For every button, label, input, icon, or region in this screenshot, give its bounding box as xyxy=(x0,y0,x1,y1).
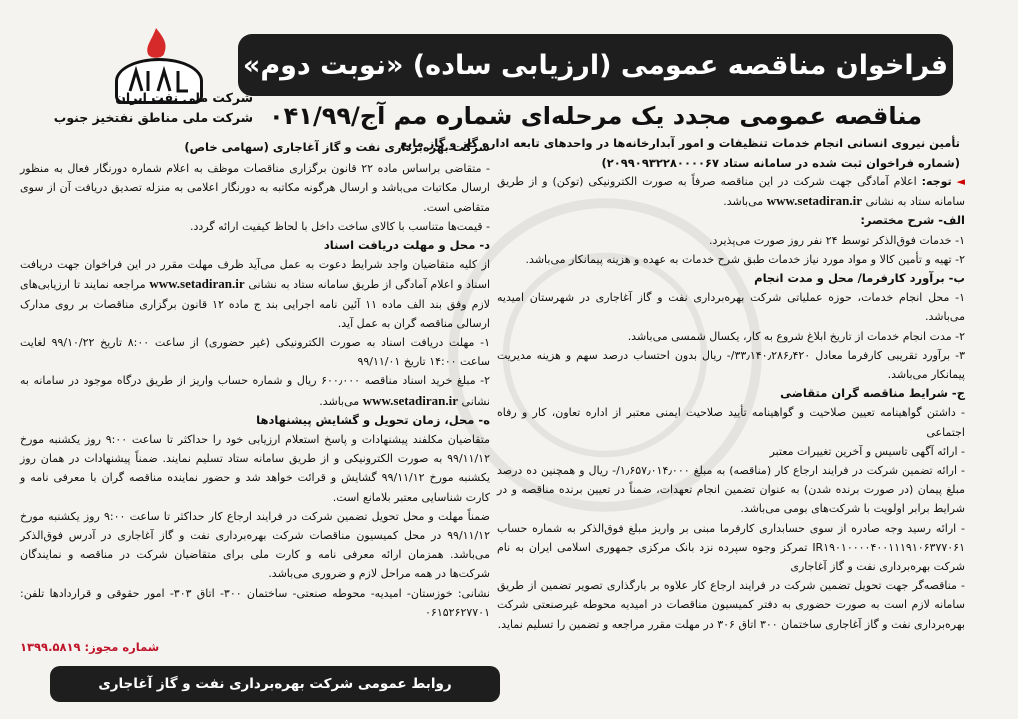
section-e-item-2: ضمناً مهلت و محل تحویل تضمین شرکت در فرایند ارجاع کار حداکثر تا ساعت ۹:۰۰ روز یکشنبه مورخ ۹۹/۱۱/۱۲ در محل کمیسیون مناقصات شرکت بهره‌برداری نفت و گاز آغاجاری در آدرس فوق‌الذکر می‌باشد. همزمان ارائه معرفی نامه و کارت ملی برای متقاضیان شرکت در مناقصه و نمایندگان شرکت‌ها در همه مراحل لازم و ضروری می‌باشد. xyxy=(20,509,490,581)
section-c-item-2: - ارائه آگهی تاسیس و آخرین تغییرات معتبر xyxy=(769,444,965,458)
address: نشانی: خوزستان- امیدیه- محوطه صنعتی- ساختمان ۳۰۰- اتاق ۳۰۳- امور حقوقی و قراردادها تلفن: ۰۶۱۵۲۶۲۷۷۰۱ xyxy=(20,586,490,619)
section-c-item-4: - ارائه رسید وجه صادره از سوی حسابداری کارفرما مبنی بر واریز مبلغ فوق‌الذکر به شماره حساب IR۱۹۰۱۰۰۰۰۴۰۰۱۱۱۹۱۰۶۳۷۷۰۶۱ تمرکز وجوه سپرده نزد بانک مرکزی جمهوری اسلامی ایران به نام شرکت بهره‌برداری نفت و گاز آغاجاری xyxy=(497,521,965,574)
section-b-item-2: ۲- مدت انجام خدمات از تاریخ ابلاغ شروع به کار، یکسال شمسی می‌باشد. xyxy=(627,329,965,343)
section-c-item-3: - ارائه تضمین شرکت در فرایند ارجاع کار (مناقصه) به مبلغ ۱٫۶۵۷٫۰۱۴٫۰۰۰/- ریال و همچنین ده درصد مبلغ پیمان (در صورت برنده شدن) به عنوان تضمین انجام تعهدات، ضمناً در تعیین برنده مناقصه و در شرایط برابر اولویت با شرکت‌های بومی می‌باشد. xyxy=(497,464,965,516)
section-a-item-2: ۲- تهیه و تأمین کالا و مواد مورد نیاز خدمات طبق شرح خدمات به عهده و هزینه پیمانکار می‌باشد. xyxy=(525,252,965,266)
section-c-title: ج- شرایط مناقصه گران متقاضی xyxy=(780,386,965,401)
setadiran-link-2[interactable]: www.setadiran.ir xyxy=(149,276,245,292)
left-item-1: - متقاضی براساس ماده ۲۲ قانون برگزاری مناقصات موظف به اعلام شماره دورنگار فعال به منظور ارسال مکاتبات می‌باشد و ارسال هرگونه مکاتبه به دورنگار اعلامی به منزله تصدیق دریافت آن از سوی متقاضی است. xyxy=(20,162,490,214)
note-paragraph xyxy=(497,172,965,211)
note-text: اعلام آمادگی جهت شرکت در این مناقصه صرفاً به صورت الکترونیکی (توکن) و از طریق سامانه ستاد به نشانی xyxy=(497,175,965,209)
arrow-bullet-icon: ◄ xyxy=(956,175,966,188)
section-d-text-a: از کلیه متقاضیان واجد شرایط دعوت به عمل می‌آید ظرف مهلت مقرر در این فراخوان جهت دریافت اسناد و اعلام آمادگی از طریق سامانه ستاد به نشانی xyxy=(20,258,491,292)
section-b-item-1: ۱- محل انجام خدمات، حوزه عملیاتی شرکت بهره‌برداری نفت و گاز آغاجاری در شهرستان امیدیه می‌باشد. xyxy=(497,291,965,324)
section-d-text xyxy=(20,255,490,333)
tender-number: مناقصه عمومی مجدد یک مرحله‌ای شماره مم آج/۰۴۱/۹۹ xyxy=(269,102,922,130)
section-d-item-2-tail: می‌باشد. xyxy=(319,394,360,408)
section-e-item-1: متقاضیان مکلفند پیشنهادات و پاسخ استعلام ارزیابی خود را حداکثر تا ساعت ۹:۰۰ روز یکشنبه مورخ ۹۹/۱۱/۱۲ به صورت الکترونیکی و از طریق سامانه ستاد تسلیم نمایند. ضمناً پیشنهادات در همان روز یکشنبه مورخ ۹۹/۱۱/۱۲ گشایش و قرائت خواهد شد و حضور نماینده مناقصه گران با معرفی نامه و کارت شناسایی معتبر بلامانع است. xyxy=(20,433,490,504)
subtitle-line-2: (شماره فراخوان ثبت شده در سامانه ستاد ۲۰۹۹۰۹۳۲۲۸۰۰۰۰۶۷) xyxy=(601,156,960,170)
section-d-item-2 xyxy=(20,371,490,410)
company-name-1: شرکت ملی نفت ایران xyxy=(115,90,253,105)
section-e-title: ه- محل، زمان تحویل و گشایش پیشنهادها xyxy=(256,412,490,427)
left-item-2: - قیمت‌ها متناسب با کالای ساخت داخل با لحاظ کیفیت ارائه گردد. xyxy=(190,219,490,233)
setadiran-link-3[interactable]: www.setadiran.ir xyxy=(362,392,459,408)
section-b-title: ب- برآورد کارفرما/ محل و مدت انجام xyxy=(754,271,965,286)
section-b-item-3: ۳- برآورد تقریبی کارفرما معادل ۳۳٫۱۴۰٫۲۸۶٫۴۲۰/- ریال بدون احتساب درصد سهم و هزینه مدیریت پیمانکار می‌باشد. xyxy=(497,348,966,382)
public-relations-footer: روابط عمومی شرکت بهره‌برداری نفت و گاز آغاجاری xyxy=(50,666,500,702)
note-label: توجه: xyxy=(921,175,952,188)
section-c-item-5: - مناقصه‌گر جهت تحویل تضمین شرکت در فرایند ارجاع کار علاوه بر بارگذاری تصویر تضمین از طریق سامانه لازم است به صورت حضوری به دفتر کمیسیون مناقصات در امیدیه محوطه غیرصنعتی شرکت بهره‌برداری نفت و گاز آغاجاری ساختمان ۳۰۰ اتاق ۳۰۶ در مهلت مقرر مراجعه و تضمین را تسلیم نماید. xyxy=(497,579,965,631)
section-c-item-1: - داشتن گواهینامه تعیین صلاحیت و گواهینامه تأیید صلاحیت ایمنی معتبر از اداره تعاون، کار و رفاه اجتماعی xyxy=(497,406,965,439)
flame-icon xyxy=(142,28,170,62)
section-a-item-1: ۱- خدمات فوق‌الذکر توسط ۲۴ نفر روز صورت می‌پذیرد. xyxy=(709,233,965,247)
subtitle-line-1: تأمین نیروی انسانی انجام خدمات تنظیفات و امور آبدارخانه‌ها در واحدهای تابعه اداره گاز و گاز مایع xyxy=(400,136,960,150)
section-d-item-1: ۱- مهلت دریافت اسناد به صورت الکترونیکی (غیر حضوری) از ساعت ۸:۰۰ تاریخ ۹۹/۱۰/۲۲ لغایت ساعت ۱۴:۰۰ تاریخ ۹۹/۱۱/۰۱ xyxy=(20,336,490,369)
tender-title: فراخوان مناقصه عمومی (ارزیابی ساده) «نوبت دوم» xyxy=(238,34,953,96)
company-name-2: شرکت ملی مناطق نفتخیز جنوب xyxy=(53,110,253,125)
note-tail: می‌باشد. xyxy=(723,195,764,209)
section-a-title: الف- شرح مختصر: xyxy=(860,213,965,228)
left-column xyxy=(20,138,490,658)
section-d-item-2-text: ۲- مبلغ خرید اسناد مناقصه ۶۰۰٫۰۰۰ ریال و شماره حساب واریز از طریق درگاه موجود در سامانه به نشانی xyxy=(20,374,490,408)
right-column xyxy=(497,172,965,712)
section-d-title: د- محل و مهلت دریافت اسناد xyxy=(323,238,490,253)
company-name-3: شرکت بهره‌برداری نفت و گاز آغاجاری (سهامی خاص) xyxy=(184,140,490,154)
section-d-text-b: مراجعه نمایند تا ارزیابی‌های لازم وفق بند الف ماده ۱۱ آئین نامه اجرایی بند ج ماده ۱۲ قانون برگزاری مناقصات بر روی مدارک ارسالی مناقصه گران به عمل آید. xyxy=(20,278,490,330)
setadiran-link[interactable]: www.setadiran.ir xyxy=(766,193,863,209)
permit-number: شماره مجوز: ۱۳۹۹.۵۸۱۹ xyxy=(20,640,160,654)
